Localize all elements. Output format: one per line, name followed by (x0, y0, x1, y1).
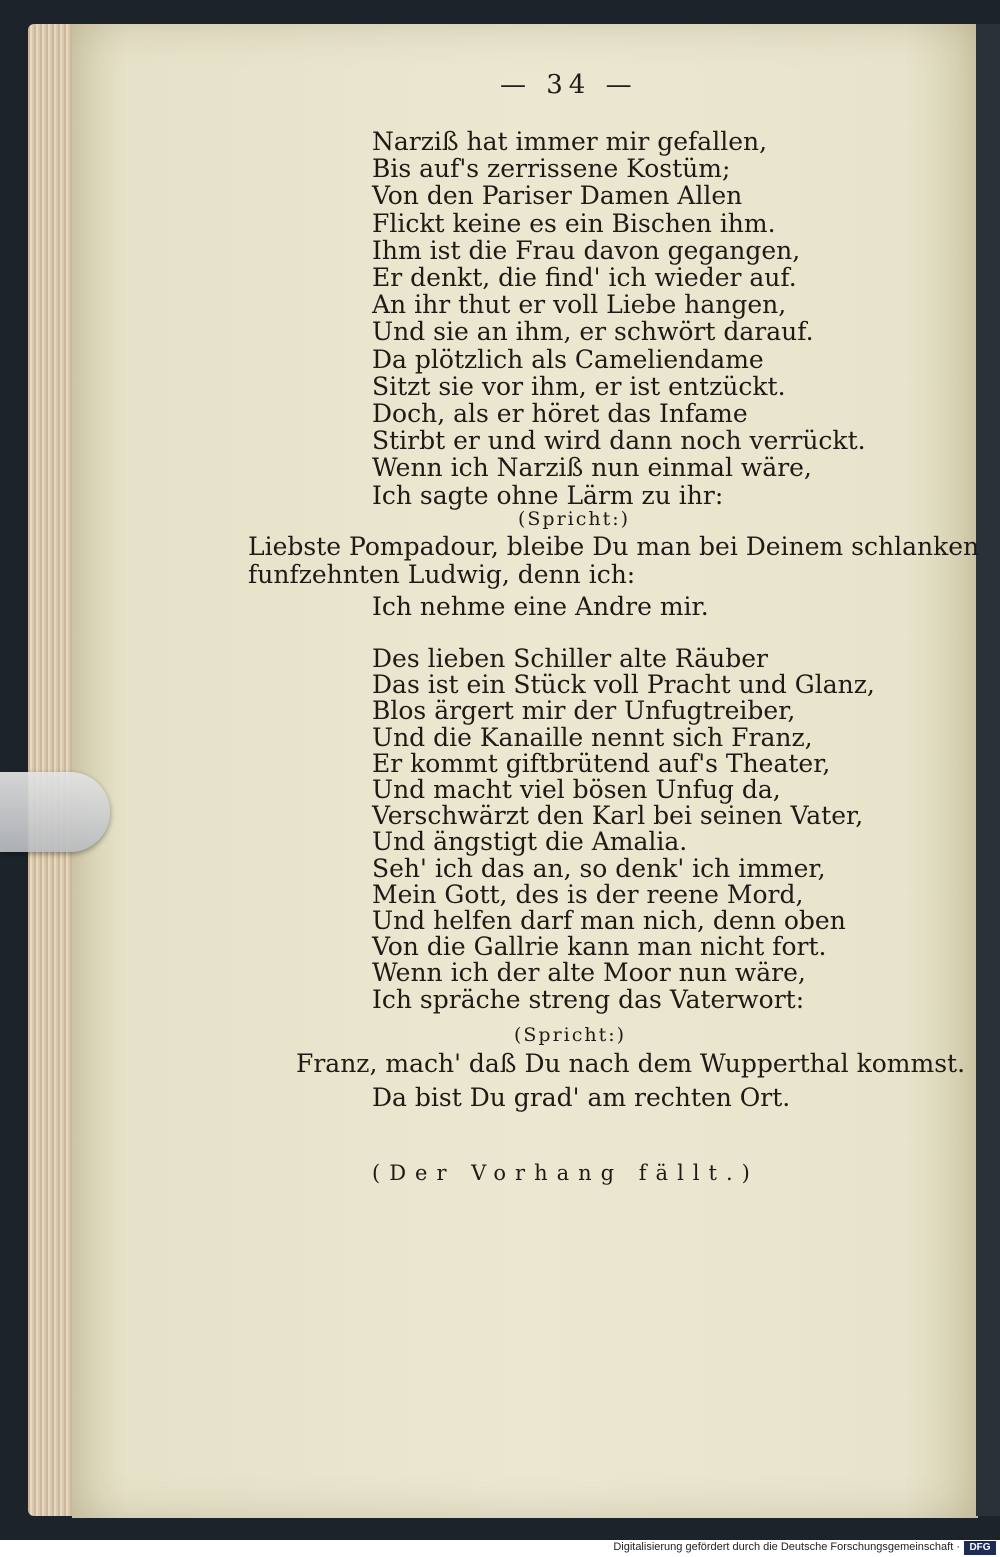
stanza2-line: Ich spräche streng das Vaterwort: (372, 984, 805, 1014)
dfg-logo-icon: DFG (964, 1541, 996, 1555)
stanza2-line: Und macht viel bösen Unfug da, (372, 775, 781, 804)
stanza1-line: An ihr thut er voll Liebe hangen, (372, 290, 787, 320)
stanza1-line: Bis auf's zerrissene Kostüm; (372, 154, 731, 184)
stanza2-line: Und die Kanaille nennt sich Franz, (372, 722, 813, 752)
stanza2-line: Das ist ein Stück voll Pracht und Glanz, (372, 670, 875, 700)
stanza1-line: Von den Pariser Damen Allen (372, 181, 743, 211)
stanza2-line: Seh' ich das an, so denk' ich immer, (372, 853, 826, 883)
speech-1-line-2: funfzehnten Ludwig, denn ich: (248, 560, 636, 589)
speech-2-line-1: Franz, mach' daß Du nach dem Wupperthal kommst. (296, 1049, 966, 1078)
stanza2-line: Er kommt giftbrütend auf's Theater, (372, 748, 831, 778)
speech-1-line-1: Liebste Pompadour, bleibe Du man bei Deinem schlanken (248, 532, 980, 561)
stanza1-line: Sitzt sie vor ihm, er ist entzückt. (372, 371, 786, 401)
stanza1-line: Da plötzlich als Cameliendame (372, 344, 764, 374)
stanza2-line: Des lieben Schiller alte Räuber (372, 644, 768, 673)
stanza1-line: Und sie an ihm, er schwört darauf. (372, 317, 814, 347)
stanza1-line: Doch, als er höret das Infame (372, 399, 748, 428)
stanza2-line: Blos ärgert mir der Unfugtreiber, (372, 696, 796, 726)
speech-1-line-3: Ich nehme eine Andre mir. (372, 592, 709, 621)
stage-direction-1: (Spricht:) (518, 508, 631, 530)
stanza2-line: Verschwärzt den Karl bei seinen Vater, (372, 801, 864, 831)
stanza2-line: Und ängstigt die Amalia. (372, 827, 688, 857)
stanza1-line: Wenn ich Narziß nun einmal wäre, (372, 453, 812, 483)
curtain-direction: (Der Vorhang fällt.) (372, 1161, 759, 1185)
binding-shadow (976, 24, 1000, 1516)
stanza1-line: Flickt keine es ein Bischen ihm. (372, 208, 776, 238)
speech-2-line-2: Da bist Du grad' am rechten Ort. (372, 1083, 791, 1112)
footer-bar (0, 1540, 1000, 1557)
stanza2-line: Wenn ich der alte Moor nun wäre, (372, 958, 806, 988)
page-number: — 34 — (500, 70, 638, 100)
stanza1-line: Narziß hat immer mir gefallen, (372, 127, 768, 156)
stanza1-line: Ihm ist die Frau davon gegangen, (372, 235, 801, 265)
stanza1-line: Ich sagte ohne Lärm zu ihr: (372, 480, 724, 510)
stanza1-line: Er denkt, die find' ich wieder auf. (372, 263, 797, 292)
stage-direction-2: (Spricht:) (514, 1024, 627, 1046)
stanza2-line: Mein Gott, des is der reene Mord, (372, 879, 804, 909)
page-clip-marker (0, 772, 110, 852)
footer-credit: Digitalisierung gefördert durch die Deutsche Forschungsgemeinschaft · (613, 1541, 960, 1553)
stanza1-line: Stirbt er und wird dann noch verrückt. (372, 426, 866, 456)
stanza2-line: Und helfen darf man nich, denn oben (372, 906, 846, 935)
stanza2-line: Von die Gallrie kann man nicht fort. (372, 932, 827, 962)
